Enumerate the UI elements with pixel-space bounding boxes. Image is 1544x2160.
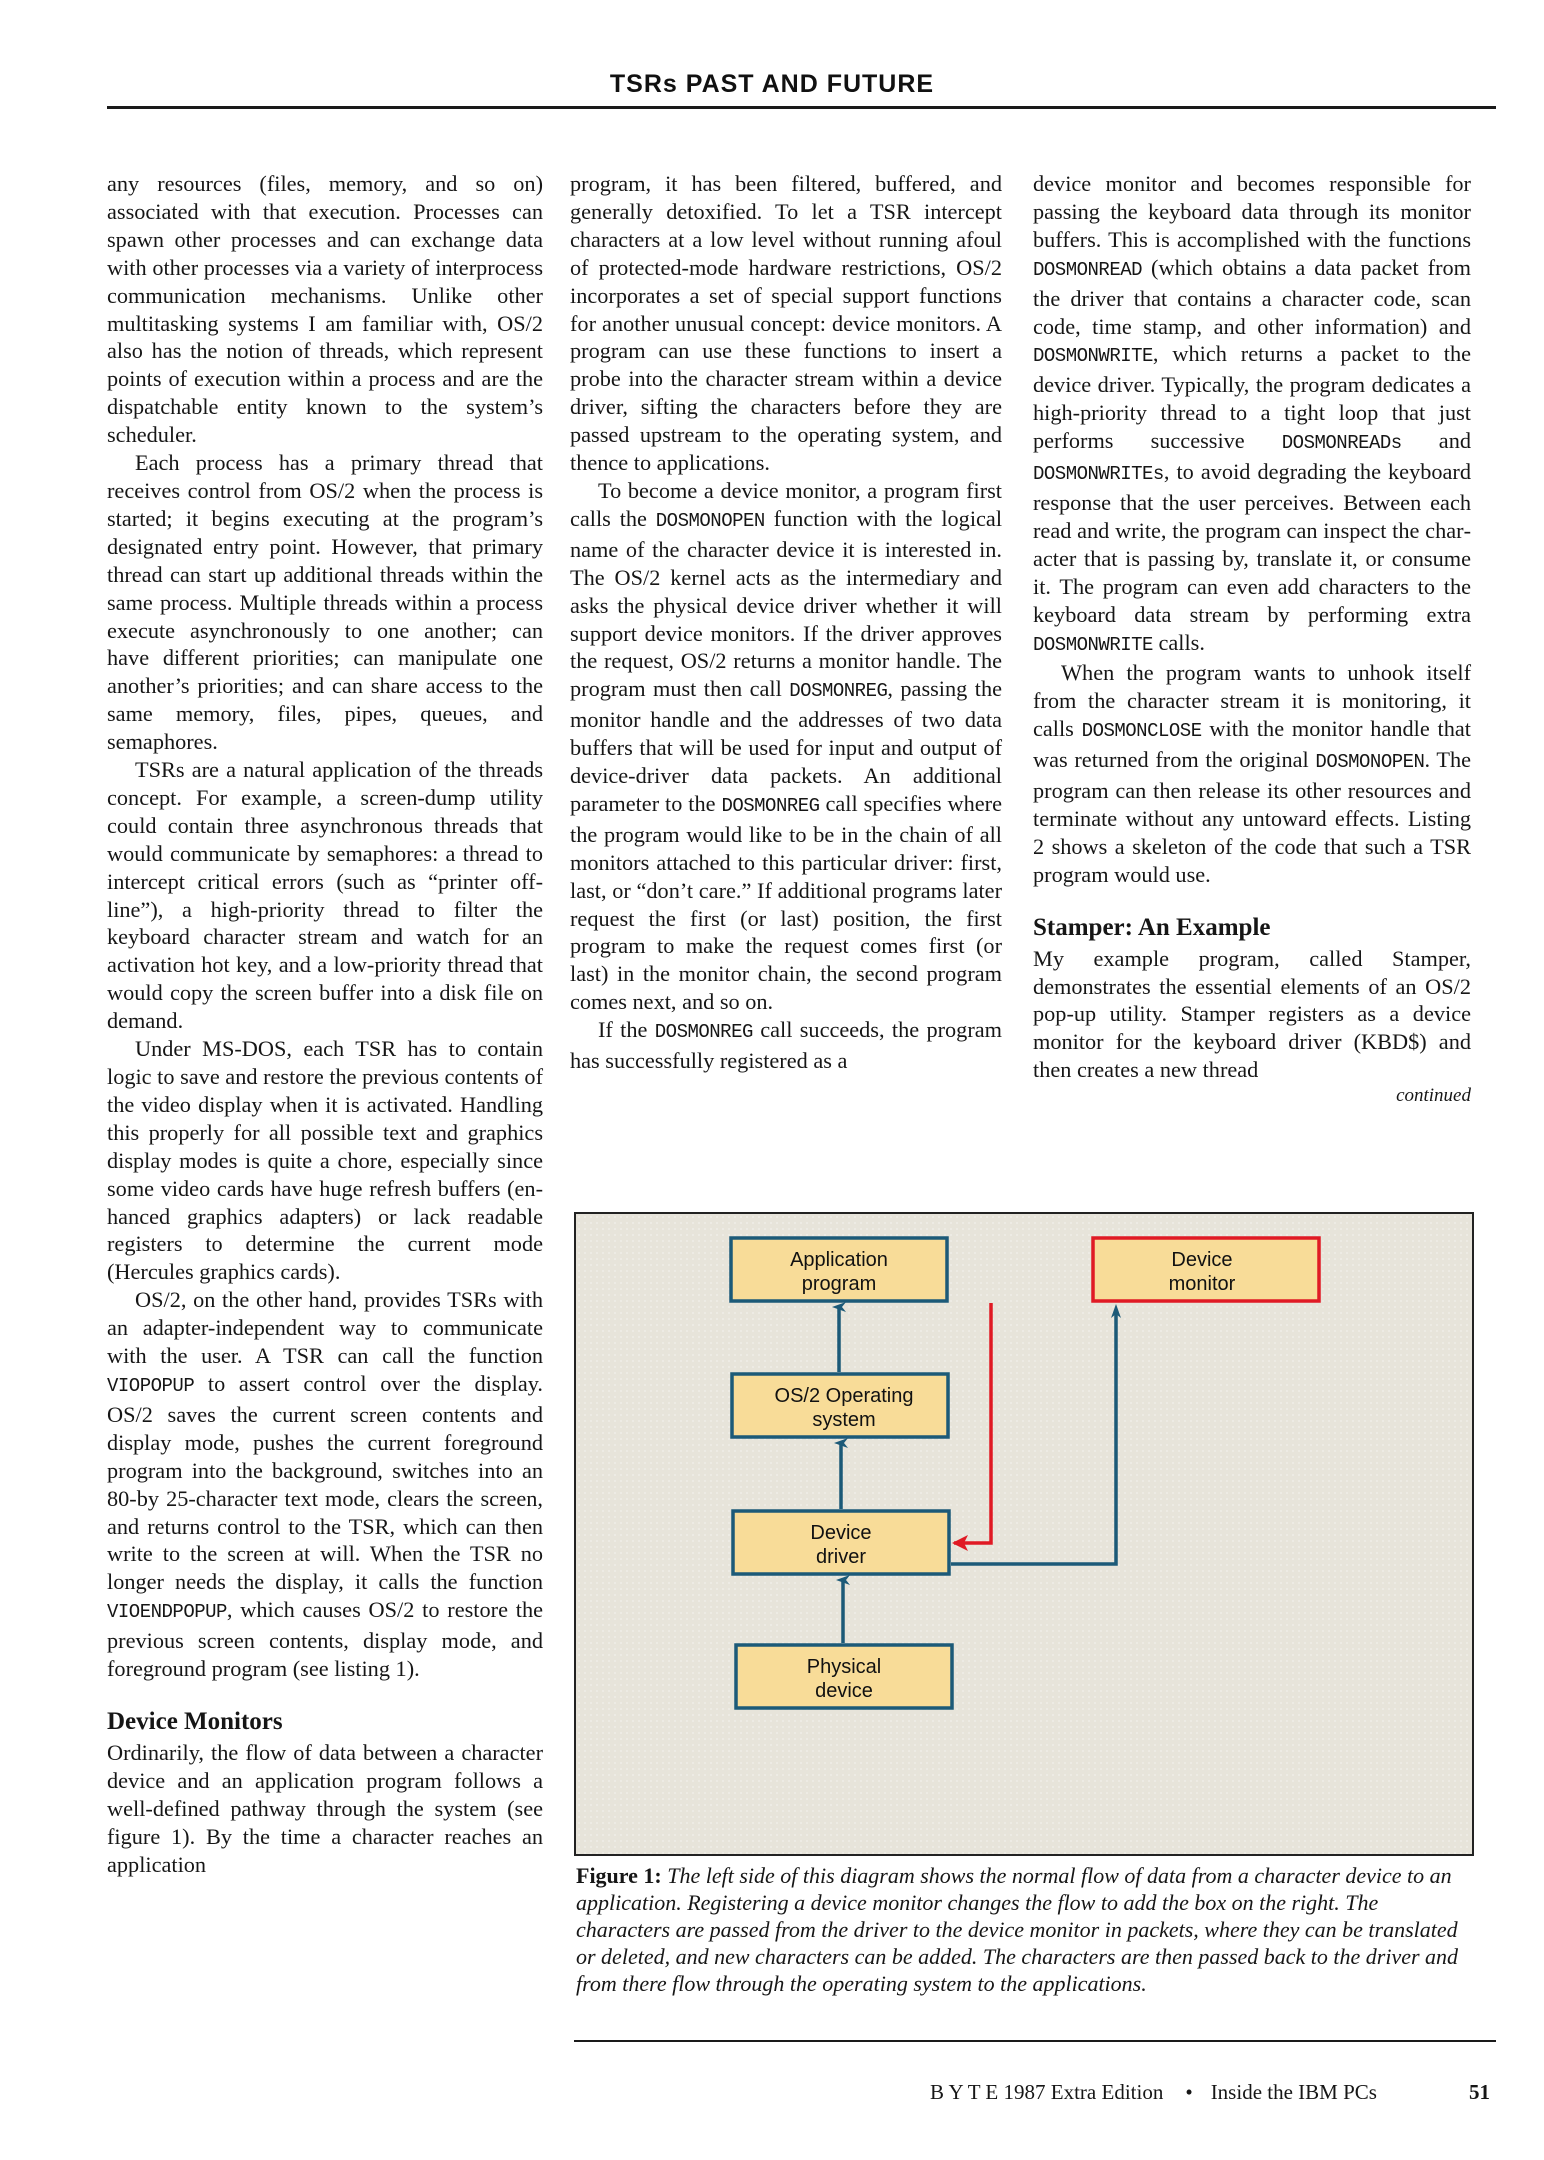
text-run: To become a device monitor, a program first calls the: [570, 477, 1002, 531]
box-label: Device: [810, 1522, 872, 1544]
separator-bullet: •: [1185, 2080, 1193, 2104]
continued-marker: continued: [1396, 1085, 1471, 1107]
paragraph: TSRs are a natural application of the threads concept. For example, a screen-dump utility could contain three asynchronous threads that would communicate by semaphores: a thread to intercept critical errors (such as “printer offline”), a high-priority thread to filter the keyboard character stream and watch for an activation hot key, and a low-priority thread that would copy the screen buffer into a disk file on demand.: [107, 757, 543, 1034]
caption-rule: [574, 2040, 1496, 2042]
article-column-3: [1033, 170, 1471, 1108]
box-label: device: [815, 1680, 873, 1702]
text-run: call specifies where the program would like to be in the chain of all monitors attached to this particular driver: first, last, or “don’t care.” If additional programs later request the first (or last) position, the first program to make the request comes first (or last) in the monitor chain, the second program comes next, and so on.: [570, 790, 1002, 1015]
paragraph: [1033, 170, 1471, 659]
text-run: , which returns a packet to the device driver. Typically, the program dedicates a high-priority thread to a tight loop that just performs successive: [1033, 341, 1471, 454]
paragraph: My example program, called Stamper, demonstrates the essential elements of an OS/2 pop-up utility. Stamper registers as a device monitor for the keyboard driver (KBD$) and then creates a new thread: [1033, 945, 1471, 1083]
text-run: device monitor and becomes responsible for passing the keyboard data through its monitor buffers. This is accomplished with the functions: [1033, 171, 1471, 252]
figure-caption: [576, 1862, 1476, 1997]
code-function-name: DOSMONWRITEs: [1033, 463, 1164, 486]
data-flow-diagram: [576, 1214, 1472, 1854]
box-label: system: [812, 1409, 876, 1431]
box-label: driver: [815, 1546, 867, 1568]
running-title: TSRs PAST AND FUTURE: [609, 70, 935, 98]
code-function-name: VIOPOPUP: [107, 1374, 195, 1397]
code-function-name: DOSMONCLOSE: [1081, 720, 1202, 743]
os2-operating-system-box: [732, 1374, 948, 1437]
paragraph: Under MS-DOS, each TSR has to contain logic to save and restore the previous contents of the video display when it is activated. Handling this properly for all possible text and graphics display modes is quite a chore, especially since some video cards have huge refresh buffers (enhanced graphics adapters) or lack readable registers to determine the current mode (Hercules graphics cards).: [107, 1036, 543, 1285]
box-label: OS/2 Operating: [774, 1385, 914, 1407]
box-label: Physical: [806, 1656, 882, 1678]
physical-device-box: [736, 1645, 952, 1708]
paragraph: Each process has a primary thread that receives control from OS/2 when the process is started; it begins executing at the program’s designated entry point. However, that primary thread can start up additional threads within the same process. Multiple threads within a process execute asynchronously to one another; can have different priorities; can manipulate one another’s priorities; and can share access to the same memory, files, pipes, queues, and semaphores.: [107, 450, 543, 755]
paragraph: program, it has been filtered, buffered, and generally detoxified. To let a TSR intercept characters at a low level without running afoul of protected-mode hardware restrictions, OS/2 incorporates a set of special support functions for another unusual concept: device monitors. A program can use these functions to insert a probe into the character stream within a device driver, sifting the characters before they are passed upstream to the operating system, and thence to applications.: [570, 171, 1002, 476]
code-function-name: DOSMONREAD: [1033, 258, 1143, 281]
article-column-2: [570, 170, 1002, 1075]
box-label: Application: [790, 1249, 888, 1271]
code-function-name: DOSMONWRITE: [1033, 345, 1153, 368]
text-run: calls.: [1152, 629, 1205, 655]
application-program-box: [731, 1238, 947, 1301]
box-label: Device: [1171, 1249, 1233, 1271]
code-function-name: DOSMONREADs: [1281, 432, 1402, 455]
section-name: Inside the IBM PCs: [1210, 2080, 1377, 2104]
text-run: and: [1401, 428, 1471, 454]
text-run: . The program can then release its other resources and terminate without any untoward effects. Listing 2 shows a skeleton of the code that such a TSR program would use.: [1033, 747, 1471, 887]
code-function-name: VIOENDPOPUP: [107, 1601, 227, 1624]
device-monitor-box: [1093, 1238, 1319, 1301]
article-column-1: [107, 170, 543, 1878]
section-heading: Stamper: An Example: [1033, 913, 1271, 941]
paragraph: [107, 1286, 543, 1683]
caption-label: Figure 1:: [576, 1863, 662, 1888]
paragraph: [570, 477, 1002, 1016]
text-run: with the monitor handle that was returned from the original: [1033, 716, 1471, 773]
header-rule: [107, 106, 1496, 109]
code-function-name: DOSMONOPEN: [1315, 751, 1425, 774]
text-run: , passing the monitor handle and the addresses of two data buffers that will be used for input and output of device-driver data packets. An additional parameter to the: [570, 676, 1002, 816]
text-run: call succeeds, the program has successfully registered as a: [570, 1017, 1002, 1074]
text-run: function with the logical name of the character device it is interested in. The OS/2 kernel acts as the intermediary and asks the physical device driver whether it will support device monitors. If the driver approves the request, OS/2 returns a monitor handle. The program must then call: [570, 505, 1003, 702]
text-run: , to avoid degrading the keyboard response that the user perceives. Between each read and write, the program can inspect the character that is passing by, translate it, or consume it. The program can even add characters to the keyboard data stream by performing extra: [1033, 459, 1471, 627]
device-driver-box: [733, 1511, 949, 1574]
blue-flow-line: [951, 1311, 1116, 1564]
paragraph: [1033, 659, 1471, 888]
caption-text: The left side of this diagram shows the normal flow of data from a character device to an application. Registering a device monitor changes the flow to add the box on the right. The characters are passed from the driver to the device monitor in packets, where they can be translated or deleted, and new characters can be added. The characters are then passed back to the driver and from there flow through the operating system to the applications.: [576, 1863, 1459, 1996]
box-label: monitor: [1168, 1273, 1236, 1295]
text-run: , which causes OS/2 to restore the previous screen contents, display mode, and foreground program (see listing 1).: [107, 1597, 543, 1682]
box-label: program: [801, 1273, 877, 1295]
code-function-name: DOSMONREG: [721, 794, 820, 817]
section-heading: Device Monitors: [107, 1707, 283, 1735]
code-function-name: DOSMONWRITE: [1033, 633, 1153, 656]
text-run: to assert control over the display. OS/2 saves the current screen contents and display mode, pushes the current foreground program into the background, switches into an 80-by 25-character text mode, clears the screen, and returns control to the TSR, which can then write to the screen at will. When the TSR no longer needs the display, it calls the function: [107, 1370, 543, 1595]
paragraph: Ordinarily, the flow of data between a character device and an application program follows a well-defined pathway through the system (see figure 1). By the time a character reaches an application: [107, 1739, 543, 1877]
page-footer: [930, 2080, 1490, 2105]
publication-name: B Y T E 1987 Extra Edition: [930, 2080, 1164, 2104]
text-run: When the program wants to unhook itself from the character stream it is monitoring, it calls: [1033, 660, 1471, 742]
text-run: OS/2, on the other hand, provides TSRs with an adapter-independent way to communicate with the user. A TSR can call the function: [107, 1287, 543, 1369]
paragraph: any resources (files, memory, and so on) associated with that execution. Processes can spawn other processes and can exchange data with other processes via a variety of interprocess communication mechanisms. Unlike other multitasking systems I am familiar with, OS/2 also has the notion of threads, which represent points of execution within a process and are the dispatchable entity known to the system’s scheduler.: [107, 171, 543, 448]
page-number: 51: [1469, 2080, 1490, 2104]
text-run: (which obtains a data packet from the driver that contains a character code, scan code, time stamp, and other information) and: [1033, 254, 1471, 339]
figure-1-diagram: [574, 1212, 1474, 1856]
text-run: If the: [598, 1017, 655, 1043]
code-function-name: DOSMONREG: [654, 1021, 753, 1044]
paragraph: [570, 1016, 1002, 1075]
code-function-name: DOSMONOPEN: [655, 509, 765, 532]
red-flow-line: [954, 1303, 991, 1543]
code-function-name: DOSMONREG: [789, 680, 888, 703]
